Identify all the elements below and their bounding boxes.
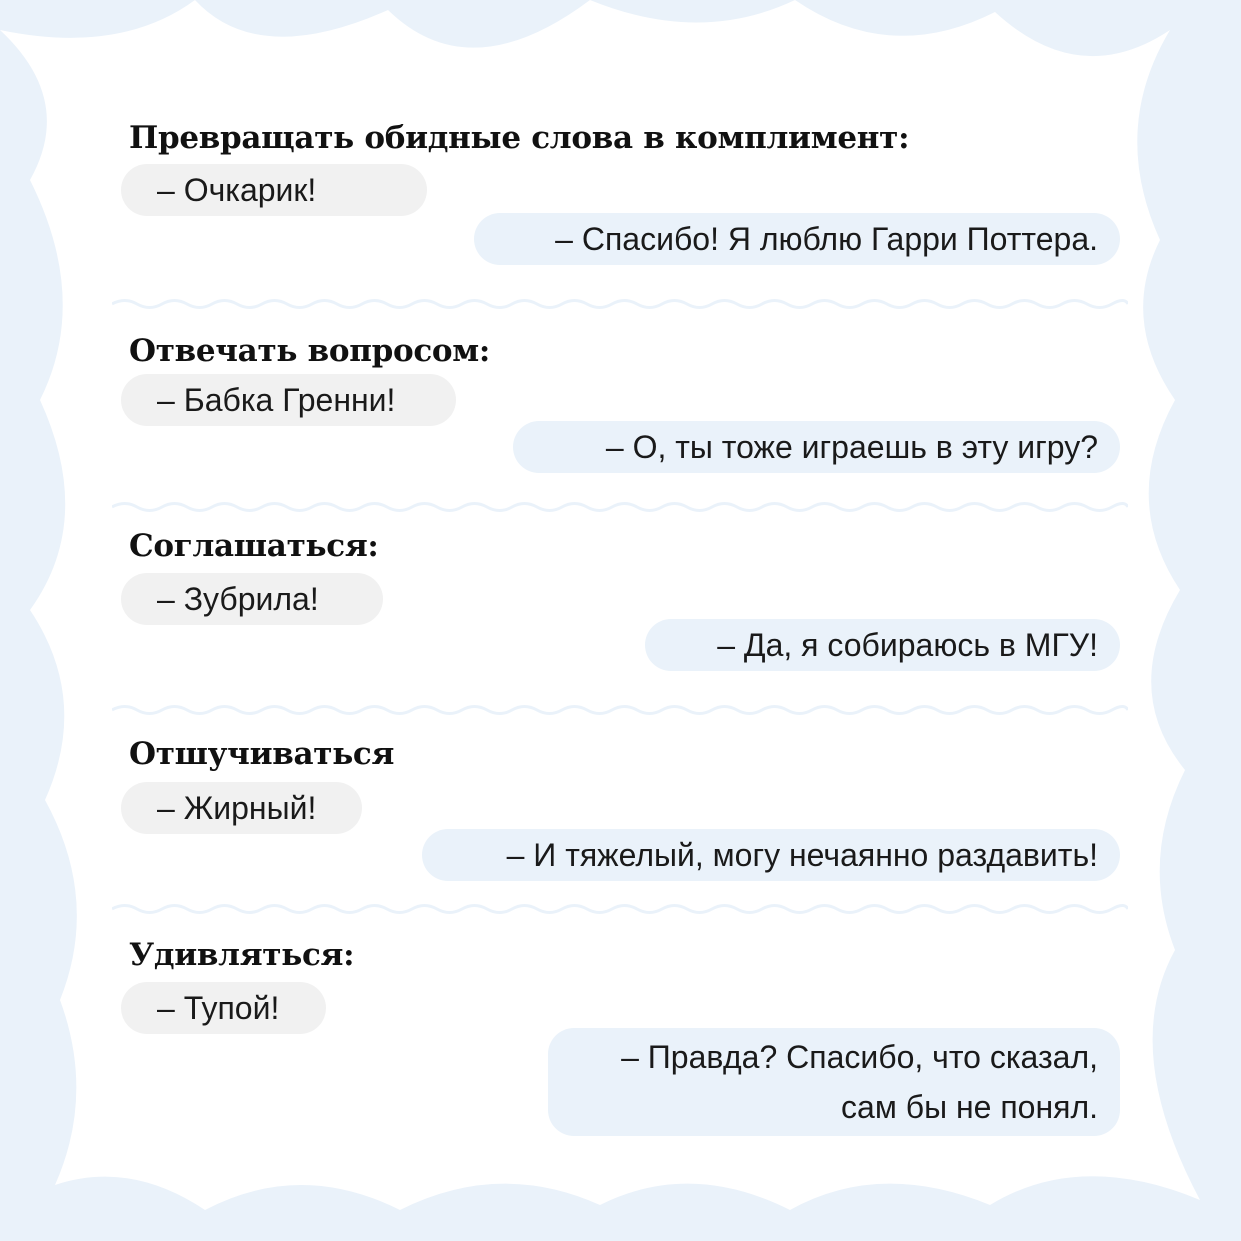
section-heading-compliment: Превращать обидные слова в комплимент: <box>129 120 910 156</box>
insult-bubble-2: – Бабка Гренни! <box>121 374 456 426</box>
section-heading-joke: Отшучиваться <box>129 736 395 772</box>
section-heading-agree: Соглашаться: <box>129 528 379 564</box>
insult-bubble-1: – Очкарик! <box>121 164 427 216</box>
reply-bubble-5 <box>548 1028 1120 1136</box>
insult-bubble-5: – Тупой! <box>121 982 326 1034</box>
reply-line: – Правда? Спасибо, что сказал, <box>621 1039 1098 1075</box>
reply-bubble-2: – О, ты тоже играешь в эту игру? <box>513 421 1120 473</box>
wave-divider <box>112 703 1128 717</box>
reply-bubble-1: – Спасибо! Я люблю Гарри Поттера. <box>474 213 1120 265</box>
wave-divider <box>112 902 1128 916</box>
wave-divider <box>112 297 1128 311</box>
wave-divider <box>112 500 1128 514</box>
reply-bubble-3: – Да, я собираюсь в МГУ! <box>645 619 1120 671</box>
section-heading-question: Отвечать вопросом: <box>129 333 491 369</box>
reply-bubble-4: – И тяжелый, могу нечаянно раздавить! <box>422 829 1120 881</box>
reply-line: сам бы не понял. <box>841 1089 1098 1125</box>
insult-bubble-4: – Жирный! <box>121 782 362 834</box>
insult-bubble-3: – Зубрила! <box>121 573 383 625</box>
section-heading-surprise: Удивляться: <box>129 937 355 973</box>
